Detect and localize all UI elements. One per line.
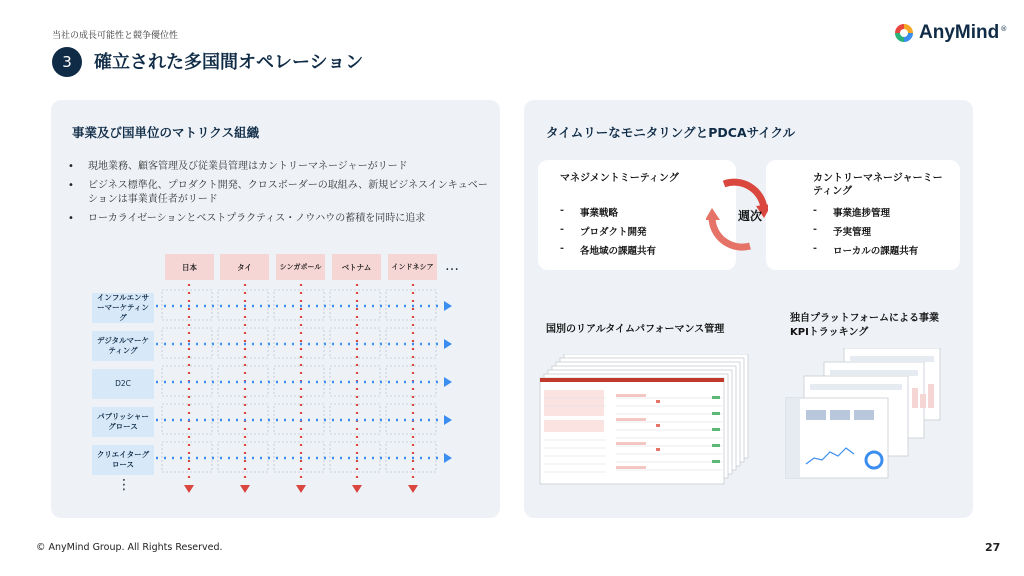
copyright-footer: © AnyMind Group. All Rights Reserved.: [36, 542, 223, 553]
countries-more: …: [445, 258, 459, 274]
performance-dashboard-screenshots: [536, 354, 752, 486]
business-influencer-marketing: インフルエンサーマーケティング: [92, 293, 154, 323]
bullet-item: • 現地業務、顧客管理及び従業員管理はカントリーマネージャーがリード: [68, 160, 488, 174]
business-horizontal-lines: [156, 306, 442, 458]
management-meeting-title: マネジメントミーティング: [560, 173, 679, 184]
logo-registered-mark: ®: [1000, 25, 1008, 33]
company-logo: [893, 22, 1007, 44]
business-creator-growth: クリエイターグロース: [92, 445, 154, 475]
cycle-label: 週次: [738, 209, 763, 223]
realtime-performance-label: 国別のリアルタイムパフォーマンス管理: [546, 324, 725, 335]
country-arrow-heads: [184, 485, 418, 493]
country-japan: 日本: [165, 254, 214, 280]
bullet-item: • ビジネス標準化、プロダクト開発、クロスボーダーの取組み、新規ビジネスインキュベーションは事業責任者がリード: [68, 179, 488, 207]
kpi-tracking-label: 独自プラットフォームによる事業KPIトラッキング: [790, 313, 939, 338]
country-singapore: シンガポール: [276, 254, 325, 280]
businesses-more: ⋮: [117, 477, 131, 493]
anymind-logo-mark-icon: [893, 22, 915, 44]
business-digital-marketing: デジタルマーケティング: [92, 331, 154, 361]
slide-subtitle: 当社の成長可能性と競争優位性: [52, 31, 179, 41]
matrix-grid: [150, 280, 460, 500]
bullet-item: • ローカライゼーションとベストプラクティス・ノウハウの蓄積を同時に追求: [68, 212, 488, 226]
country-thailand: タイ: [220, 254, 269, 280]
business-arrow-heads: [444, 301, 452, 463]
matrix-panel-title: 事業及び国単位のマトリクス組織: [72, 125, 260, 140]
matrix-cells: [162, 290, 436, 472]
list-item: - 事業進捗管理: [813, 205, 918, 224]
page-title: 確立された多国間オペレーション: [94, 52, 364, 73]
management-meeting-list: [560, 205, 656, 262]
list-item: - プロダクト開発: [560, 224, 656, 243]
pdca-panel-title: タイムリーなモニタリングとPDCAサイクル: [546, 125, 796, 140]
matrix-bullet-list: [68, 160, 488, 231]
country-vietnam: ベトナム: [332, 254, 381, 280]
country-indonesia: インドネシア: [388, 254, 437, 280]
section-number-badge: 3: [52, 47, 82, 77]
country-manager-meeting-title: カントリーマネージャーミーティング: [813, 173, 943, 197]
business-publisher-growth: パブリッシャーグロース: [92, 407, 154, 437]
page-number: 27: [985, 541, 1001, 554]
kpi-platform-screenshots: [784, 348, 944, 480]
list-item: - ローカルの課題共有: [813, 243, 918, 262]
list-item: - 各地域の課題共有: [560, 243, 656, 262]
business-d2c: D2C: [92, 369, 154, 399]
logo-text: AnyMind: [919, 22, 1000, 43]
list-item: - 予実管理: [813, 224, 918, 243]
country-manager-meeting-list: [813, 205, 918, 262]
list-item: - 事業戦略: [560, 205, 656, 224]
